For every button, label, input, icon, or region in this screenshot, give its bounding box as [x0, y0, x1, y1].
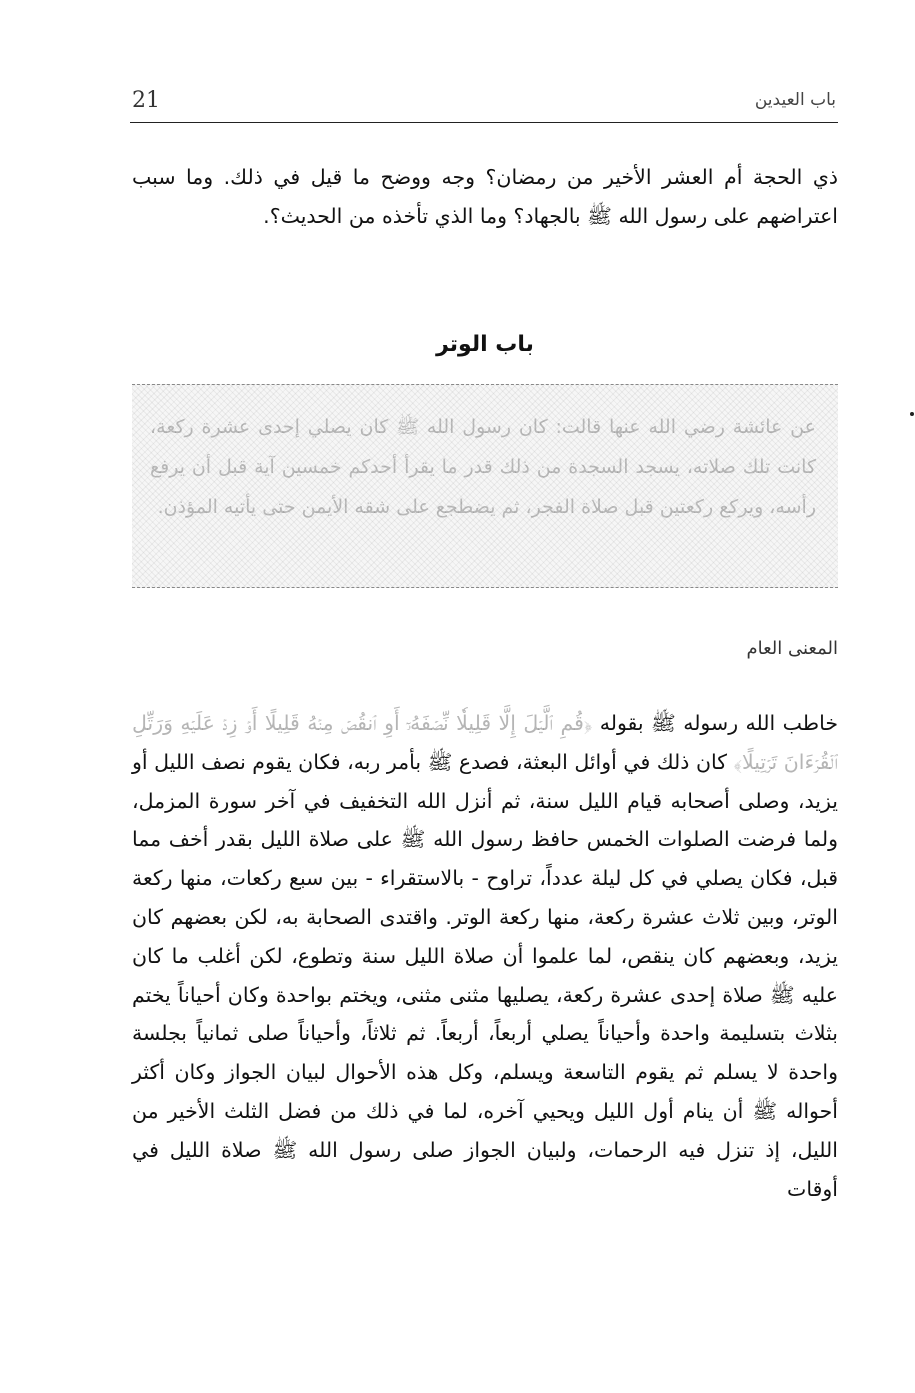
body-rest: كان ذلك في أوائل البعثة، فصدع ﷺ بأمر ربه، فكان يقوم نصف الليل أو يزيد، وصلى أصحابه قيام الليل سنة، ثم أنزل الله التخفيف في آخر سورة المزمل، ولما فرضت الصلوات الخمس حافظ رسول الله ﷺ على صلاة الليل بقدر أخف مما قبل، فكان يصلي في كل ليلة عدداً، تراوح - بالاستقراء - بين سبع ركعات، منها ركعة الوتر، وبين ثلاث عشرة ركعة، منها ركعة الوتر. واقتدى الصحابة به، لكن بعضهم كان يزيد، وبعضهم كان ينقص، لما علموا أن صلاة الليل سنة وتطوع، لكن أغلب ما كان عليه ﷺ صلاة إحدى عشرة ركعة، يصليها مثنى مثنى، ويختم بواحدة وكان أحياناً يختم بثلاث بتسليمة واحدة وأحياناً يصلي أربعاً، أربعاً. ثم ثلاثاً، وأحياناً صلى ثمانياً بجلسة واحدة لا يسلم ثم يقوم التاسعة ويسلم، وكل هذه الأحوال لبيان الجواز وكان أكثر أحواله ﷺ أن ينام أول الليل ويحيي آخره، لما في ذلك من فضل الثلث الأخير من الليل، إذ تنزل فيه الرحمات، ولبيان الجواز صلى رسول الله ﷺ صلاة الليل في أوقات	[132, 749, 838, 1201]
hadith-box	[132, 384, 838, 588]
hadith-text: عن عائشة رضي الله عنها قالت: كان رسول الله ﷺ كان يصلي إحدى عشرة ركعة، كانت تلك صلاته، يسجد السجدة من ذلك قدر ما يقرأ أحدكم خمسين آية قبل أن يرفع رأسه، ويركع ركعتين قبل صلاة الفجر، ثم يضطجع على شقه الأيمن حتى يأتيه المؤذن.	[150, 416, 816, 518]
page-number: 21	[132, 88, 160, 113]
margin-dot	[910, 412, 914, 416]
section-title: باب الوتر	[436, 332, 534, 357]
body-lead: خاطب الله رسوله ﷺ بقوله	[599, 711, 838, 735]
body-paragraph	[132, 704, 838, 1208]
quran-quote: ﴿قُمِ ٱلَّيۡلَ إِلَّا قَلِيلٗا نِّصۡفَهُۥٓ أَوِ ٱنقُصۡ مِنۡهُ قَلِيلًا أَوۡ زِدۡ عَلَيۡهِ وَرَتِّلِ ٱلۡقُرۡءَانَ تَرۡتِيلًا﴾	[132, 711, 838, 774]
section-subheading: المعنى العام	[746, 638, 838, 659]
intro-paragraph: ذي الحجة أم العشر الأخير من رمضان؟ وجه ووضح ما قيل في ذلك. وما سبب اعتراضهم على رسول الله ﷺ بالجهاد؟ وما الذي تأخذه من الحديث؟.	[132, 165, 838, 228]
chapter-title: باب العيدين	[754, 90, 836, 110]
running-header	[130, 82, 838, 123]
